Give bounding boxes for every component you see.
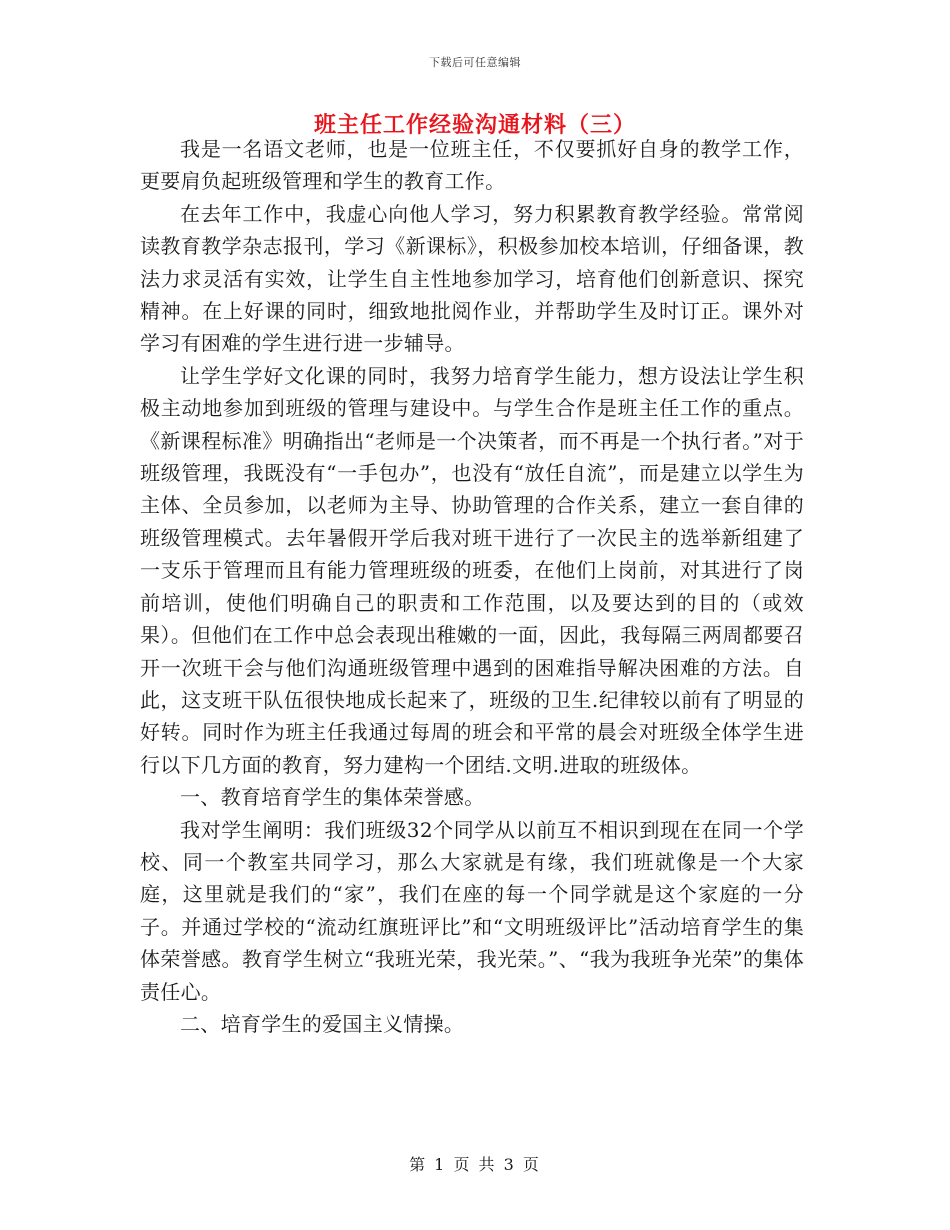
document-title: 班主任工作经验沟通材料（三） — [313, 112, 636, 138]
paragraph-collective-honor: 我对学生阐明：我们班级32个同学从以前互不相识到现在在同一个学校、同一个教室共同学习，那么大家就是有缘，我们班就像是一个大家庭，这里就是我们的“家”，我们在座的每一个同学就是这个家庭的一分子。并通过学校的“流动红旗班评比”和“文明班级评比”活动培育学生的集体荣誉感。教育学生树立“我班光荣，我光荣。”、“我为我班争光荣”的集体责任心。 — [140, 817, 804, 1004]
header-note: 下载后可任意编辑 — [429, 56, 521, 69]
paragraph-class-management: 让学生学好文化课的同时，我努力培育学生能力，想方设法让学生积极主动地参加到班级的管理与建设中。与学生合作是班主任工作的重点。《新课程标准》明确指出“老师是一个决策者，而不再是一个执行者。”对于班级管理，我既没有“一手包办”，也没有“放任自流”，而是建立以学生为主体、全员参加，以老师为主导、协助管理的合作关系，建立一套自律的班级管理模式。去年暑假开学后我对班干进行了一次民主的选举新组建了一支乐于管理而且有能力管理班级的班委，在他们上岗前，对其进行了岗前培训，使他们明确自己的职责和工作范围，以及要达到的目的（或效果）。但他们在工作中总会表现出稚嫩的一面，因此，我每隔三两周都要召开一次班干会与他们沟通班级管理中遇到的困难指导解决困难的方法。自此，这支班干队伍很快地成长起来了，班级的卫生.纪律较以前有了明显的好转。同时作为班主任我通过每周的班会和平常的晨会对班级全体学生进行以下几方面的教育，努力建构一个团结.文明.进取的班级体。 — [140, 363, 804, 777]
paragraph-teaching: 在去年工作中，我虚心向他人学习，努力积累教育教学经验。常常阅读教育教学杂志报刊，学习《新课标》，积极参加校本培训，仔细备课，教法力求灵活有实效，让学生自主性地参加学习，培育他们创新意识、探究精神。在上好课的同时，细致地批阅作业，并帮助学生及时订正。课外对学习有困难的学生进行进一步辅导。 — [140, 201, 804, 356]
paragraph-intro: 我是一名语文老师，也是一位班主任，不仅要抓好自身的教学工作，更要肩负起班级管理和学生的教育工作。 — [140, 137, 804, 194]
section-heading-collective-honor: 一、教育培育学生的集体荣誉感。 — [180, 785, 485, 810]
section-heading-patriotism: 二、培育学生的爱国主义情操。 — [180, 1011, 465, 1036]
document-body — [140, 133, 804, 1040]
page-number-footer: 第 1 页 共 3 页 — [409, 1155, 541, 1174]
